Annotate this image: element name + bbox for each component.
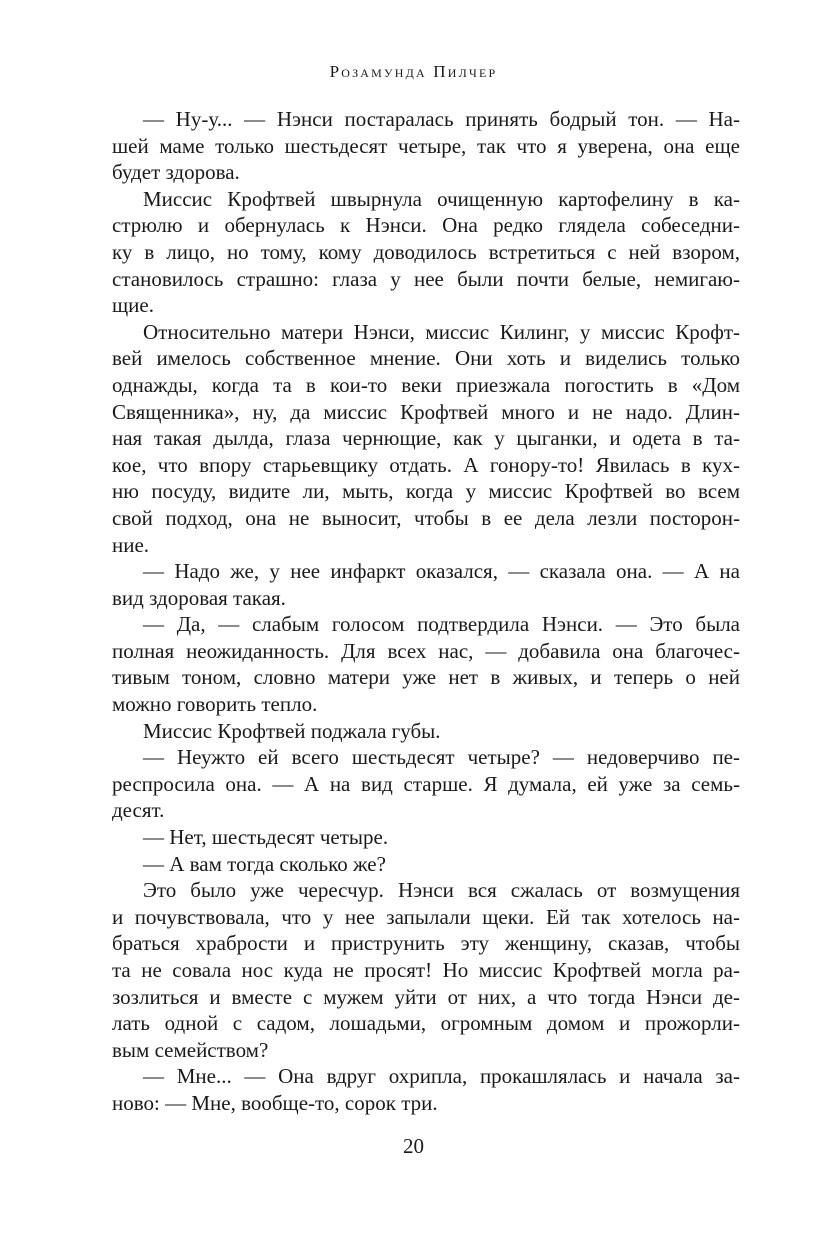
- text-line: свой подход, она не выносит, чтобы в ее дела лезли посторон-: [112, 505, 740, 530]
- text-line: Это было уже чересчур. Нэнси вся сжалась от возмущения: [143, 878, 740, 903]
- text-line: ку в лицо, но тому, кому доводилось встретиться с ней взором,: [112, 239, 740, 264]
- text-line: вей имелось собственное мнение. Они хоть и виделись только: [112, 346, 740, 371]
- text-line: — Неужто ей всего шестьдесят четыре? — недоверчиво пе-: [143, 745, 740, 770]
- text-line: респросила она. — А на вид старше. Я думала, ей уже за семь-: [112, 771, 740, 796]
- paragraph: [112, 824, 740, 851]
- text-line: та не совала нос куда не просят! Но миссис Крофтвей могла ра-: [112, 958, 740, 982]
- text-line: Миссис Крофтвей швырнула очищенную картофелину в ка-: [143, 186, 740, 211]
- text-line: зозлиться и вместе с мужем уйти от них, а что тогда Нэнси де-: [112, 984, 740, 1009]
- paragraph: [112, 744, 740, 824]
- text-line: — Мне... — Она вдруг охрипла, прокашлялась и начала за-: [143, 1064, 740, 1089]
- text-line: Миссис Крофтвей поджала губы.: [143, 718, 441, 743]
- paragraph: [112, 611, 740, 717]
- text-line: тивым тоном, словно матери уже нет в живых, и теперь о ней: [112, 665, 740, 690]
- text-line: десят.: [112, 798, 165, 823]
- text-line: будет здорова.: [112, 160, 240, 185]
- paragraph: [112, 718, 740, 745]
- text-line: щие.: [112, 293, 154, 318]
- text-line: Священника», ну, да миссис Крофтвей много и не надо. Длин-: [112, 399, 740, 424]
- paragraph: [112, 186, 740, 319]
- text-line: кое, что впору старьевщику отдать. А гонору-то! Явилась в кух-: [112, 452, 740, 477]
- body-text: [112, 106, 740, 1117]
- text-line: ние.: [112, 532, 150, 557]
- page-number: 20: [403, 1134, 424, 1158]
- text-line: — А вам тогда сколько же?: [143, 851, 386, 876]
- paragraph: [112, 319, 740, 558]
- paragraph: [112, 1063, 740, 1116]
- text-line: лать одной с садом, лошадьми, огромным домом и прожорли-: [112, 1011, 740, 1036]
- text-line: Относительно матери Нэнси, миссис Килинг, у миссис Крофт-: [143, 319, 740, 344]
- text-line: — Надо же, у нее инфаркт оказался, — сказала она. — А на: [143, 559, 740, 584]
- text-line: стрюлю и обернулась к Нэнси. Она редко глядела собеседни-: [112, 213, 740, 238]
- text-line: однажды, когда та в кои-то веки приезжала погостить в «Дом: [112, 372, 740, 397]
- running-head-author: Розамунда Пилчер: [329, 62, 498, 81]
- paragraph: [112, 558, 740, 611]
- text-line: шей маме только шестьдесят четыре, так что я уверена, она еще: [112, 133, 740, 158]
- text-line: вым семейством?: [112, 1037, 269, 1062]
- paragraph: [112, 877, 740, 1063]
- text-line: — Нет, шестьдесят четыре.: [143, 825, 389, 850]
- text-line: полная неожиданность. Для всех нас, — добавила она благочес-: [112, 638, 740, 663]
- text-line: ная такая дылда, глаза чернющие, как у цыганки, и одета в та-: [112, 426, 740, 451]
- text-line: и почувствовала, что у нее запылали щеки. Ей так хотелось на-: [112, 904, 740, 929]
- text-line: — Да, — слабым голосом подтвердила Нэнси. — Это была: [143, 612, 740, 637]
- text-line: — Ну-у... — Нэнси постаралась принять бодрый тон. — На-: [143, 107, 740, 131]
- text-line: становилось страшно: глаза у нее были почти белые, немигаю-: [112, 266, 740, 291]
- paragraph: [112, 106, 740, 186]
- paragraph: [112, 851, 740, 878]
- text-line: ново: — Мне, вообще-то, сорок три.: [112, 1090, 438, 1115]
- text-line: браться храбрости и приструнить эту женщину, сказав, чтобы: [112, 931, 740, 956]
- text-line: вид здоровая такая.: [112, 585, 286, 610]
- text-line: можно говорить тепло.: [112, 692, 318, 717]
- text-line: ню посуду, видите ли, мыть, когда у миссис Крофтвей во всем: [112, 479, 740, 504]
